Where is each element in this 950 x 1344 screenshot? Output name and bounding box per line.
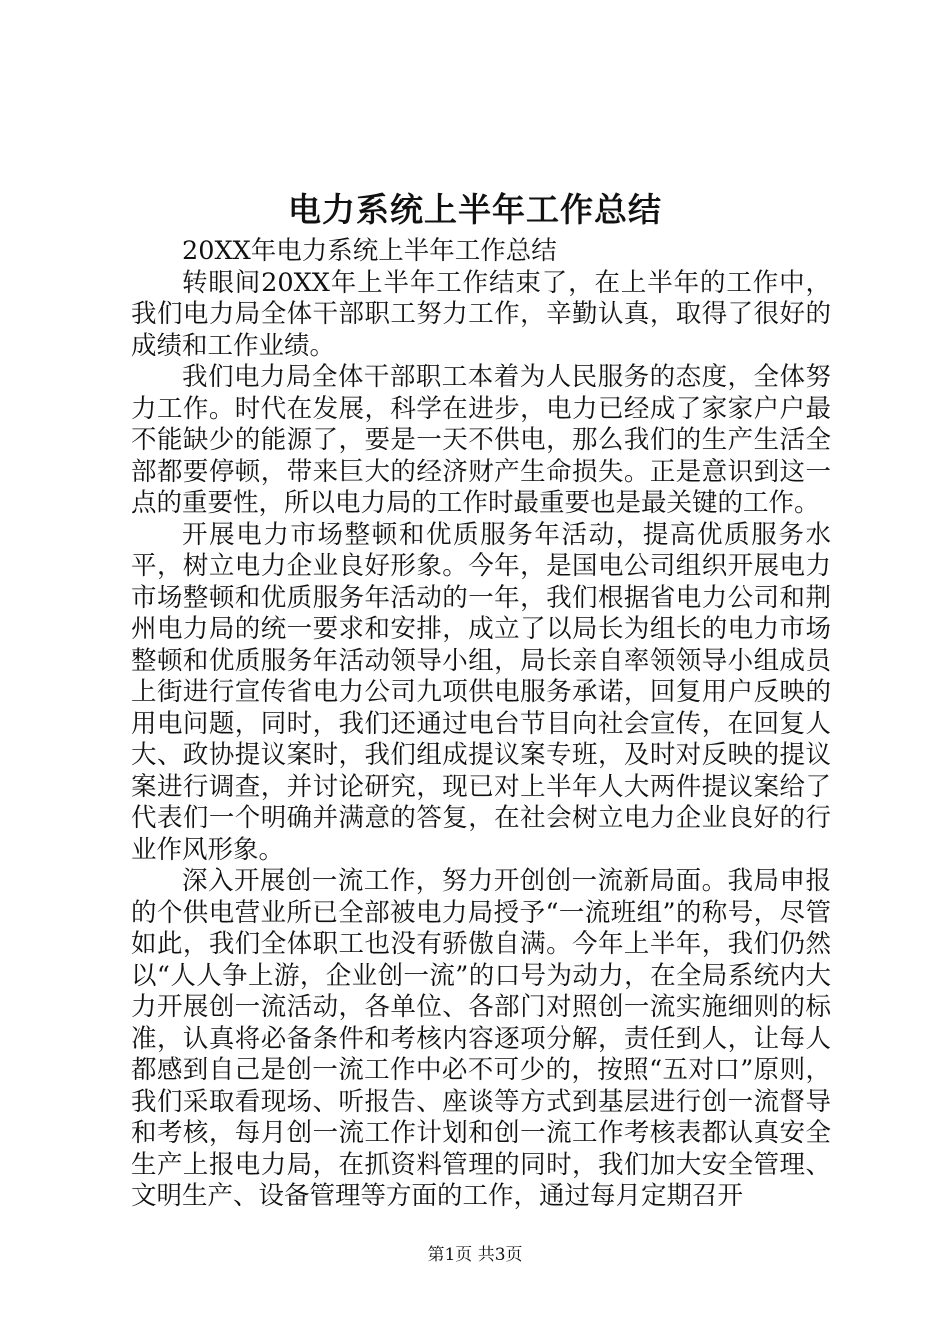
document-body [131,236,831,1213]
page-footer: 第1页 共3页 [427,1245,523,1265]
paragraph-first-class-work: 深入开展创一流工作，努力开创创一流新局面。我局申报的个供电营业所已全部被电力局授予“一流班组”的称号，尽管如此，我们全体职工也没有骄傲自满。今年上半年，我们仍然以“人人争上游，企业创一流”的口号为动力，在全局系统内大力开展创一流活动，各单位、各部门对照创一流实施细则的标准，认真将必备条件和考核内容逐项分解，责任到人，让每人都感到自己是创一流工作中必不可少的，按照“五对口”原则，我们采取看现场、听报告、座谈等方式到基层进行创一流督导和考核，每月创一流工作计划和创一流工作考核表都认真安全生产上报电力局，在抓资料管理的同时，我们加大安全管理、文明生产、设备管理等方面的工作，通过每月定期召开 [131,866,831,1211]
paragraph-service-attitude: 我们电力局全体干部职工本着为人民服务的态度，全体努力工作。时代在发展，科学在进步，电力已经成了家家户户最不能缺少的能源了，要是一天不供电，那么我们的生产生活全部都要停顿，带来巨大的经济财产生命损失。正是意识到这一点的重要性，所以电力局的工作时最重要也是最关键的工作。 [131,362,831,518]
paragraph-intro: 转眼间20XX年上半年工作结束了，在上半年的工作中，我们电力局全体干部职工努力工作，辛勤认真，取得了很好的成绩和工作业绩。 [131,267,831,361]
paragraph-subtitle: 20XX年电力系统上半年工作总结 [182,236,557,266]
document-title: 电力系统上半年工作总结 [288,190,662,229]
paragraph-market-rectification: 开展电力市场整顿和优质服务年活动，提高优质服务水平，树立电力企业良好形象。今年，是国电公司组织开展电力市场整顿和优质服务年活动的一年，我们根据省电力公司和荆州电力局的统一要求和安排，成立了以局长为组长的电力市场整顿和优质服务年活动领导小组，局长亲自率领领导小组成员上街进行宣传省电力公司九项供电服务承诺，回复用户反映的用电问题，同时，我们还通过电台节目向社会宣传，在回复人大、政协提议案时，我们组成提议案专班，及时对反映的提议案进行调查，并讨论研究，现已对上半年人大两件提议案给了代表们一个明确并满意的答复，在社会树立电力企业良好的行业作风形象。 [131,519,831,865]
